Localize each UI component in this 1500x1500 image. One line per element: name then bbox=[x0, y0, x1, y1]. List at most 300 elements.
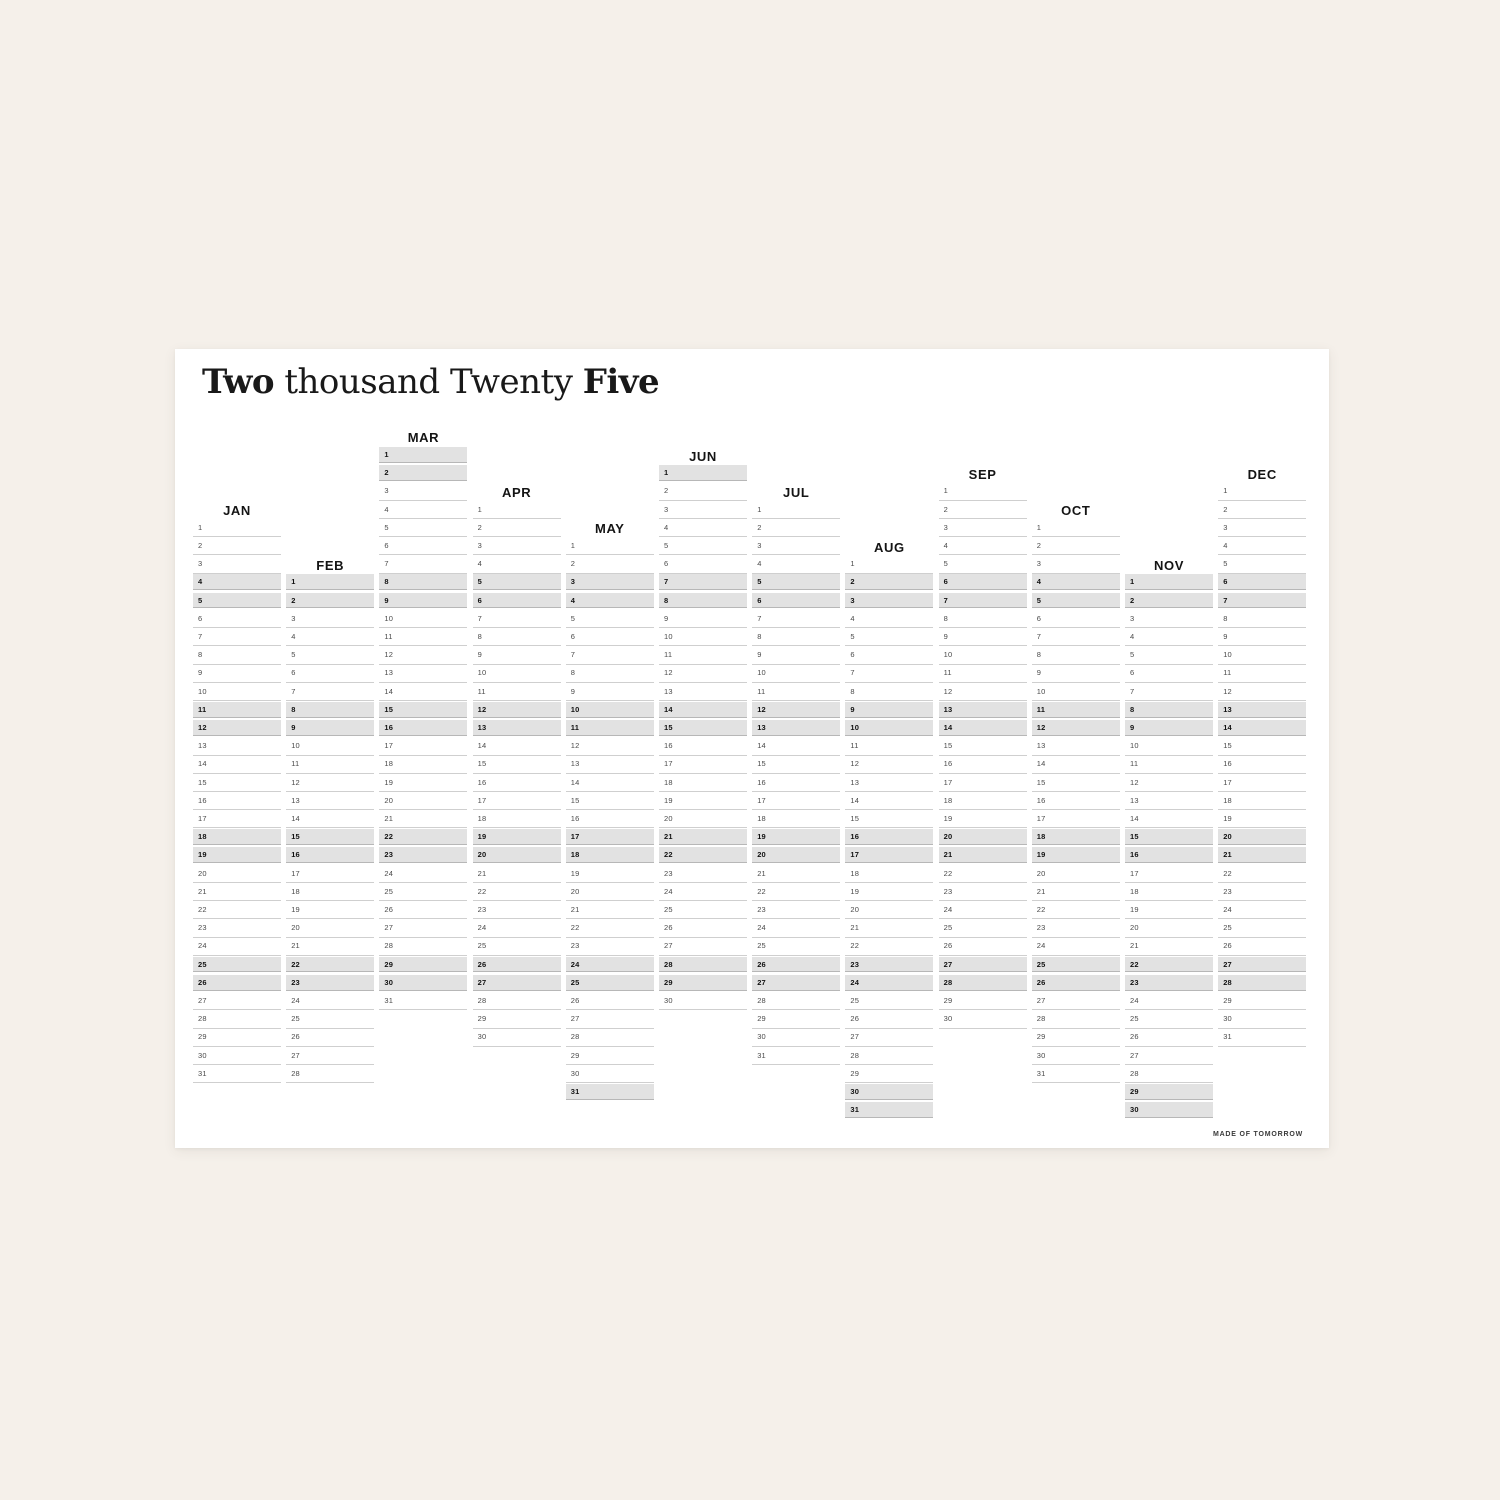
day-number: 24 bbox=[664, 886, 673, 896]
day-cell bbox=[845, 1066, 933, 1083]
day-number: 15 bbox=[1036, 777, 1046, 787]
day-number: 26 bbox=[850, 1014, 860, 1024]
day-number: 6 bbox=[570, 632, 576, 641]
day-cell bbox=[845, 684, 933, 701]
day-number: 20 bbox=[384, 795, 394, 805]
day-cell bbox=[752, 847, 840, 863]
day-number: 12 bbox=[850, 759, 860, 769]
day-cell bbox=[939, 847, 1027, 863]
month-column-mar bbox=[379, 349, 467, 1148]
day-cell bbox=[1218, 574, 1306, 590]
day-number: 13 bbox=[291, 795, 300, 805]
day-cell bbox=[845, 847, 933, 863]
day-cell bbox=[473, 611, 561, 628]
day-number: 30 bbox=[1223, 1014, 1232, 1024]
day-number: 2 bbox=[384, 468, 389, 478]
day-number: 31 bbox=[198, 1068, 207, 1078]
day-number: 12 bbox=[1223, 686, 1232, 696]
day-cell bbox=[379, 866, 467, 883]
day-cell bbox=[939, 793, 1027, 810]
day-number: 3 bbox=[198, 559, 203, 569]
month-label-dec: DEC bbox=[1247, 466, 1277, 482]
day-number: 15 bbox=[943, 741, 953, 751]
day-cell bbox=[379, 847, 467, 863]
day-cell bbox=[286, 629, 374, 646]
day-cell bbox=[1032, 538, 1120, 555]
day-number: 4 bbox=[570, 595, 576, 605]
day-cell bbox=[193, 829, 281, 845]
day-cell bbox=[473, 520, 561, 537]
day-cell bbox=[193, 902, 281, 919]
day-number: 22 bbox=[384, 832, 394, 842]
day-number: 21 bbox=[477, 868, 487, 878]
day-cell bbox=[752, 702, 840, 718]
day-number: 20 bbox=[757, 850, 766, 860]
day-number: 5 bbox=[664, 541, 669, 550]
day-number: 27 bbox=[850, 1032, 860, 1042]
day-cell bbox=[845, 957, 933, 973]
day-cell bbox=[659, 702, 747, 718]
day-cell bbox=[752, 611, 840, 628]
day-cell bbox=[1032, 756, 1120, 773]
day-number: 8 bbox=[477, 632, 482, 641]
day-cell bbox=[286, 920, 374, 937]
day-number: 18 bbox=[1130, 886, 1139, 896]
day-cell bbox=[566, 902, 654, 919]
day-cell bbox=[193, 611, 281, 628]
day-cell bbox=[939, 938, 1027, 955]
day-number: 4 bbox=[1223, 541, 1228, 550]
day-cell bbox=[193, 593, 281, 609]
day-number: 22 bbox=[1130, 959, 1139, 969]
day-cell bbox=[1218, 957, 1306, 973]
day-number: 18 bbox=[664, 777, 673, 787]
day-cell bbox=[566, 938, 654, 955]
day-number: 17 bbox=[291, 868, 300, 878]
day-cell bbox=[1032, 520, 1120, 537]
day-number: 7 bbox=[384, 559, 389, 569]
day-number: 2 bbox=[757, 522, 762, 532]
day-number: 7 bbox=[1036, 632, 1042, 641]
day-number: 11 bbox=[757, 686, 766, 696]
day-number: 11 bbox=[384, 632, 393, 641]
day-cell bbox=[1125, 902, 1213, 919]
day-cell bbox=[193, 975, 281, 991]
day-number: 14 bbox=[570, 777, 580, 787]
day-cell bbox=[845, 574, 933, 590]
day-cell bbox=[939, 1011, 1027, 1028]
day-number: 26 bbox=[570, 996, 580, 1005]
day-cell bbox=[752, 775, 840, 792]
day-number: 19 bbox=[664, 795, 673, 805]
day-number: 17 bbox=[384, 741, 394, 751]
day-cell bbox=[286, 756, 374, 773]
day-cell bbox=[752, 574, 840, 590]
day-cell bbox=[473, 847, 561, 863]
day-cell bbox=[379, 720, 467, 736]
day-cell bbox=[193, 647, 281, 664]
day-cell bbox=[566, 574, 654, 590]
day-cell bbox=[286, 829, 374, 845]
day-number: 23 bbox=[1223, 886, 1232, 896]
day-cell bbox=[473, 593, 561, 609]
day-number: 4 bbox=[850, 613, 855, 623]
day-cell bbox=[1125, 684, 1213, 701]
day-number: 6 bbox=[1036, 613, 1042, 623]
day-number: 30 bbox=[850, 1087, 860, 1096]
day-cell bbox=[1032, 829, 1120, 845]
day-number: 15 bbox=[1223, 741, 1232, 751]
day-cell bbox=[1125, 775, 1213, 792]
day-cell bbox=[845, 829, 933, 845]
day-cell bbox=[566, 647, 654, 664]
day-cell bbox=[193, 993, 281, 1010]
day-cell bbox=[845, 1084, 933, 1100]
day-number: 10 bbox=[850, 723, 860, 732]
day-cell bbox=[473, 665, 561, 682]
month-label-sep: SEP bbox=[968, 466, 997, 482]
day-cell bbox=[1218, 1029, 1306, 1046]
day-cell bbox=[752, 647, 840, 664]
day-cell bbox=[939, 957, 1027, 973]
day-number: 14 bbox=[943, 723, 953, 732]
day-cell bbox=[1125, 611, 1213, 628]
day-number: 14 bbox=[1036, 759, 1046, 769]
day-number: 14 bbox=[1223, 723, 1232, 732]
day-number: 25 bbox=[1223, 923, 1232, 933]
day-cell bbox=[379, 902, 467, 919]
day-cell bbox=[939, 647, 1027, 664]
day-number: 29 bbox=[850, 1068, 860, 1078]
day-number: 28 bbox=[198, 1014, 207, 1024]
day-cell bbox=[1032, 993, 1120, 1010]
day-cell bbox=[939, 811, 1027, 828]
day-cell bbox=[566, 847, 654, 863]
day-number: 28 bbox=[1130, 1068, 1139, 1078]
day-number: 8 bbox=[1223, 613, 1228, 623]
day-cell bbox=[939, 483, 1027, 500]
day-number: 21 bbox=[570, 905, 580, 914]
day-number: 29 bbox=[384, 959, 394, 969]
day-cell bbox=[286, 847, 374, 863]
day-cell bbox=[566, 756, 654, 773]
day-cell bbox=[473, 1011, 561, 1028]
day-cell bbox=[1032, 702, 1120, 718]
day-cell bbox=[752, 957, 840, 973]
day-cell bbox=[379, 593, 467, 609]
day-number: 10 bbox=[664, 632, 673, 641]
day-cell bbox=[845, 593, 933, 609]
day-number: 26 bbox=[1036, 977, 1046, 987]
day-number: 18 bbox=[384, 759, 394, 769]
day-number: 20 bbox=[477, 850, 487, 860]
day-cell bbox=[752, 866, 840, 883]
day-number: 1 bbox=[943, 486, 948, 496]
day-number: 9 bbox=[384, 595, 389, 605]
day-cell bbox=[473, 975, 561, 991]
day-cell bbox=[1125, 1029, 1213, 1046]
day-cell bbox=[659, 920, 747, 937]
day-number: 2 bbox=[477, 522, 482, 532]
day-number: 26 bbox=[1130, 1032, 1139, 1042]
day-cell bbox=[473, 957, 561, 973]
month-label-jul: JUL bbox=[783, 484, 810, 500]
day-cell bbox=[1032, 975, 1120, 991]
day-cell bbox=[752, 738, 840, 755]
day-cell bbox=[659, 502, 747, 519]
day-number: 2 bbox=[570, 559, 576, 569]
day-number: 28 bbox=[1036, 1014, 1046, 1024]
day-cell bbox=[379, 975, 467, 991]
day-cell bbox=[193, 702, 281, 718]
day-cell bbox=[1218, 920, 1306, 937]
month-label-mar: MAR bbox=[407, 430, 440, 446]
day-number: 28 bbox=[943, 977, 953, 987]
day-cell bbox=[193, 847, 281, 863]
day-cell bbox=[286, 647, 374, 664]
day-cell bbox=[752, 665, 840, 682]
day-number: 18 bbox=[850, 868, 860, 878]
day-number: 22 bbox=[1223, 868, 1232, 878]
day-number: 11 bbox=[1130, 759, 1139, 769]
day-cell bbox=[1218, 502, 1306, 519]
day-cell bbox=[473, 538, 561, 555]
day-number: 20 bbox=[1223, 832, 1232, 842]
day-cell bbox=[566, 665, 654, 682]
day-cell bbox=[1125, 720, 1213, 736]
day-cell bbox=[752, 829, 840, 845]
day-number: 20 bbox=[570, 886, 580, 896]
day-cell bbox=[286, 866, 374, 883]
day-cell bbox=[1125, 847, 1213, 863]
month-label-oct: OCT bbox=[1061, 503, 1091, 519]
title-word-five: Five bbox=[582, 362, 660, 402]
day-cell bbox=[1032, 938, 1120, 955]
day-number: 12 bbox=[1130, 777, 1139, 787]
day-cell bbox=[473, 647, 561, 664]
day-cell bbox=[473, 811, 561, 828]
day-number: 3 bbox=[291, 613, 296, 623]
day-cell bbox=[1218, 866, 1306, 883]
day-cell bbox=[473, 629, 561, 646]
day-cell bbox=[473, 775, 561, 792]
day-number: 12 bbox=[757, 704, 766, 714]
day-cell bbox=[752, 520, 840, 537]
day-cell bbox=[845, 756, 933, 773]
day-cell bbox=[1218, 647, 1306, 664]
day-number: 15 bbox=[850, 814, 860, 823]
day-cell bbox=[1218, 538, 1306, 555]
month-column-may bbox=[566, 349, 654, 1148]
day-number: 7 bbox=[198, 632, 203, 641]
day-number: 30 bbox=[1036, 1050, 1046, 1060]
day-number: 15 bbox=[384, 704, 394, 714]
day-number: 4 bbox=[291, 632, 296, 641]
day-cell bbox=[659, 611, 747, 628]
day-cell bbox=[1032, 684, 1120, 701]
day-cell bbox=[659, 465, 747, 481]
day-number: 10 bbox=[943, 650, 953, 660]
day-cell bbox=[1125, 756, 1213, 773]
day-number: 8 bbox=[570, 668, 576, 678]
day-cell bbox=[659, 847, 747, 863]
day-cell bbox=[473, 556, 561, 573]
day-cell bbox=[1032, 884, 1120, 901]
day-number: 6 bbox=[1223, 577, 1228, 587]
day-number: 10 bbox=[1130, 741, 1139, 751]
day-number: 27 bbox=[1223, 959, 1232, 969]
day-number: 21 bbox=[1036, 886, 1046, 896]
day-number: 15 bbox=[1130, 832, 1139, 842]
day-number: 18 bbox=[291, 886, 300, 896]
day-number: 20 bbox=[291, 923, 300, 933]
day-cell bbox=[1218, 1011, 1306, 1028]
day-number: 21 bbox=[384, 814, 394, 823]
day-cell bbox=[845, 975, 933, 991]
day-cell bbox=[845, 920, 933, 937]
day-number: 11 bbox=[291, 759, 300, 769]
day-cell bbox=[1218, 847, 1306, 863]
day-cell bbox=[566, 720, 654, 736]
day-number: 4 bbox=[757, 559, 762, 569]
day-cell bbox=[286, 738, 374, 755]
month-label-apr: APR bbox=[501, 484, 532, 500]
day-number: 17 bbox=[943, 777, 953, 787]
day-cell bbox=[1032, 1011, 1120, 1028]
day-number: 8 bbox=[664, 595, 669, 605]
day-number: 30 bbox=[943, 1014, 953, 1024]
day-cell bbox=[1218, 684, 1306, 701]
day-cell bbox=[1125, 1048, 1213, 1065]
day-number: 8 bbox=[943, 613, 948, 623]
day-cell bbox=[1218, 556, 1306, 573]
day-cell bbox=[1125, 938, 1213, 955]
day-cell bbox=[659, 720, 747, 736]
day-cell bbox=[752, 811, 840, 828]
day-number: 24 bbox=[757, 923, 766, 933]
day-number: 20 bbox=[1036, 868, 1046, 878]
day-cell bbox=[193, 866, 281, 883]
day-number: 25 bbox=[291, 1014, 300, 1024]
day-cell bbox=[379, 775, 467, 792]
day-cell bbox=[659, 665, 747, 682]
day-cell bbox=[1218, 775, 1306, 792]
day-cell bbox=[193, 811, 281, 828]
day-cell bbox=[659, 829, 747, 845]
day-cell bbox=[193, 920, 281, 937]
day-cell bbox=[1125, 1084, 1213, 1100]
day-number: 11 bbox=[570, 723, 580, 732]
day-cell bbox=[1125, 829, 1213, 845]
day-cell bbox=[1032, 920, 1120, 937]
month-column-jul bbox=[752, 349, 840, 1148]
day-cell bbox=[845, 720, 933, 736]
day-cell bbox=[1125, 920, 1213, 937]
month-label-aug: AUG bbox=[874, 539, 905, 555]
day-number: 5 bbox=[850, 632, 855, 641]
day-number: 9 bbox=[757, 650, 762, 660]
day-number: 26 bbox=[384, 905, 394, 914]
day-number: 21 bbox=[943, 850, 953, 860]
day-number: 9 bbox=[198, 668, 203, 678]
day-number: 21 bbox=[198, 886, 207, 896]
day-cell bbox=[1125, 793, 1213, 810]
day-cell bbox=[379, 465, 467, 481]
day-cell bbox=[286, 975, 374, 991]
day-cell bbox=[1218, 902, 1306, 919]
day-cell bbox=[939, 593, 1027, 609]
day-cell bbox=[1218, 665, 1306, 682]
day-number: 17 bbox=[477, 795, 487, 805]
day-number: 31 bbox=[570, 1087, 580, 1096]
day-cell bbox=[659, 538, 747, 555]
day-cell bbox=[1032, 593, 1120, 609]
day-number: 21 bbox=[664, 832, 673, 842]
day-cell bbox=[566, 866, 654, 883]
day-number: 28 bbox=[850, 1050, 860, 1060]
day-number: 19 bbox=[1130, 905, 1139, 914]
day-number: 8 bbox=[757, 632, 762, 641]
day-number: 16 bbox=[477, 777, 487, 787]
day-cell bbox=[659, 938, 747, 955]
day-number: 17 bbox=[1130, 868, 1139, 878]
day-number: 26 bbox=[943, 941, 953, 951]
day-cell bbox=[193, 556, 281, 573]
day-cell bbox=[286, 884, 374, 901]
day-number: 25 bbox=[757, 941, 766, 951]
day-cell bbox=[939, 738, 1027, 755]
day-number: 12 bbox=[1036, 723, 1046, 732]
day-number: 18 bbox=[943, 795, 953, 805]
day-cell bbox=[939, 829, 1027, 845]
day-cell bbox=[752, 1011, 840, 1028]
day-number: 19 bbox=[757, 832, 766, 842]
day-number: 24 bbox=[384, 868, 394, 878]
day-cell bbox=[939, 920, 1027, 937]
day-number: 2 bbox=[850, 577, 855, 587]
day-cell bbox=[845, 1102, 933, 1118]
day-number: 10 bbox=[384, 613, 394, 623]
day-number: 31 bbox=[1223, 1032, 1232, 1042]
day-cell bbox=[379, 756, 467, 773]
day-number: 31 bbox=[1036, 1068, 1046, 1078]
day-number: 25 bbox=[384, 886, 394, 896]
day-cell bbox=[1032, 847, 1120, 863]
day-cell bbox=[752, 902, 840, 919]
day-cell bbox=[379, 520, 467, 537]
day-number: 10 bbox=[477, 668, 487, 678]
day-number: 16 bbox=[850, 832, 860, 842]
day-cell bbox=[659, 993, 747, 1010]
day-number: 16 bbox=[943, 759, 953, 769]
month-column-feb bbox=[286, 349, 374, 1148]
year-grid bbox=[175, 349, 1329, 1148]
day-cell bbox=[286, 902, 374, 919]
day-number: 30 bbox=[664, 996, 673, 1005]
day-cell bbox=[1032, 611, 1120, 628]
day-cell bbox=[939, 684, 1027, 701]
day-cell bbox=[939, 866, 1027, 883]
day-number: 18 bbox=[477, 814, 487, 823]
day-cell bbox=[659, 793, 747, 810]
day-cell bbox=[752, 538, 840, 555]
day-number: 5 bbox=[943, 559, 948, 569]
day-cell bbox=[566, 829, 654, 845]
day-cell bbox=[566, 556, 654, 573]
day-cell bbox=[845, 629, 933, 646]
day-number: 5 bbox=[1130, 650, 1135, 660]
day-cell bbox=[379, 811, 467, 828]
